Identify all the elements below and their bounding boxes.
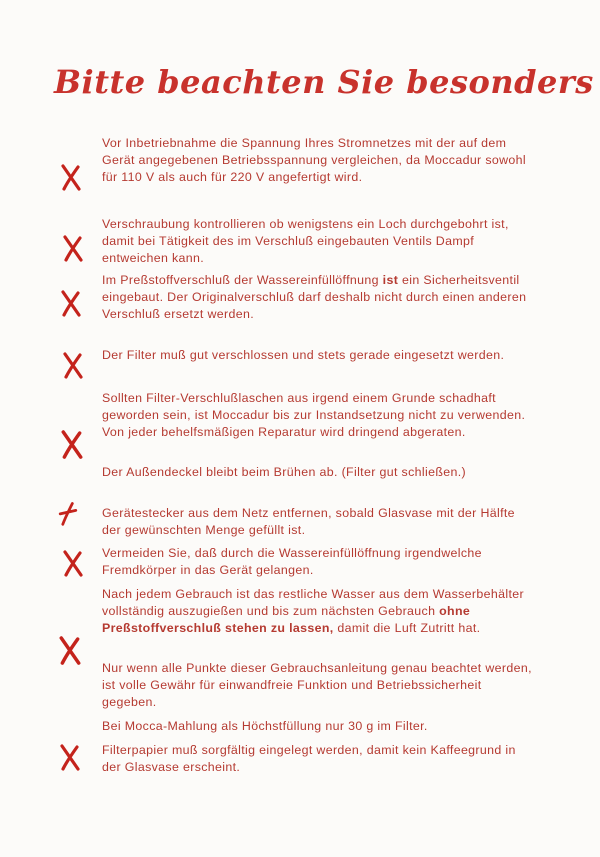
notice-mocca-grind: Bei Mocca-Mahlung als Höchstfüllung nur 30 g im Filter. bbox=[102, 719, 428, 733]
page-title: Bitte beachten Sie besonders bbox=[54, 63, 594, 101]
notice-empty-water-emphasis: ohne Preßstoffverschluß stehen zu lassen, bbox=[102, 603, 471, 635]
notice-filter: Der Filter muß gut verschlossen und stets gerade eingesetzt werden. bbox=[102, 348, 505, 362]
notice-voltage: Vor Inbetriebnahme die Spannung Ihres Stromnetzes mit der auf dem Gerät angegebenen Betriebsspannung vergleichen, da Moccadur sowohl für 110 V als auch für 220 V angefertigt wird. bbox=[102, 136, 526, 184]
notice-outer-lid: Der Außendeckel bleibt beim Brühen ab. (Filter gut schließen.) bbox=[102, 465, 466, 479]
notice-safety-valve bbox=[102, 272, 534, 322]
red-cross-mark-icon bbox=[58, 632, 82, 668]
notice-screw-cap: Verschraubung kontrollieren ob wenigstens ein Loch durchgebohrt ist, damit bei Tätigkeit des im Verschluß eingebauten Ventils Dampf entweichen kann. bbox=[102, 217, 509, 265]
red-cross-mark-icon bbox=[60, 424, 84, 464]
notice-empty-water bbox=[102, 586, 534, 636]
red-cross-mark-icon bbox=[62, 548, 84, 578]
notice-empty-water-rest: damit die Luft Zutritt hat. bbox=[333, 620, 481, 635]
notice-safety-valve-rest: ein Sicherheitsventil eingebaut. Der Originalverschluß darf deshalb nicht durch einen anderen Verschluß ersetzt werden. bbox=[102, 273, 527, 321]
notice-safety-valve-emphasis: ist bbox=[382, 273, 399, 287]
notice-unplug: Gerätestecker aus dem Netz entfernen, sobald Glasvase mit der Hälfte der gewünschten Menge gefüllt ist. bbox=[102, 506, 515, 537]
red-cross-mark-icon bbox=[60, 162, 82, 192]
notice-empty-water-part: Nach jedem Gebrauch ist das restliche Wasser aus dem Wasserbehälter vollständig auszugießen und bis zum nächsten Gebrauch bbox=[102, 587, 524, 618]
notice-warranty: Nur wenn alle Punkte dieser Gebrauchsanleitung genau beachtet werden, ist volle Gewähr für einwandfreie Funktion und Betriebssicherheit gegeben. bbox=[102, 661, 532, 709]
notice-foreign-objects: Vermeiden Sie, daß durch die Wassereinfüllöffnung irgendwelche Fremdkörper in das Gerät gelangen. bbox=[102, 546, 482, 577]
red-cross-mark-icon bbox=[58, 742, 82, 772]
notice-filter-tabs: Sollten Filter-Verschlußlaschen aus irgend einem Grunde schadhaft geworden sein, ist Moccadur bis zur Instandsetzung nicht zu verwenden. Von jeder behelfsmäßigen Reparatur wird dringend abgeraten. bbox=[102, 391, 526, 439]
red-cross-mark-icon bbox=[62, 350, 84, 380]
red-cross-mark-icon bbox=[62, 233, 84, 263]
notice-safety-valve-part: Im Preßstoffverschluß der Wassereinfüllöffnung bbox=[102, 273, 383, 287]
red-cross-mark-icon bbox=[60, 288, 82, 318]
notice-filter-paper: Filterpapier muß sorgfältig eingelegt werden, damit kein Kaffeegrund in der Glasvase erscheint. bbox=[102, 743, 516, 774]
red-cross-mark-icon bbox=[56, 500, 80, 526]
